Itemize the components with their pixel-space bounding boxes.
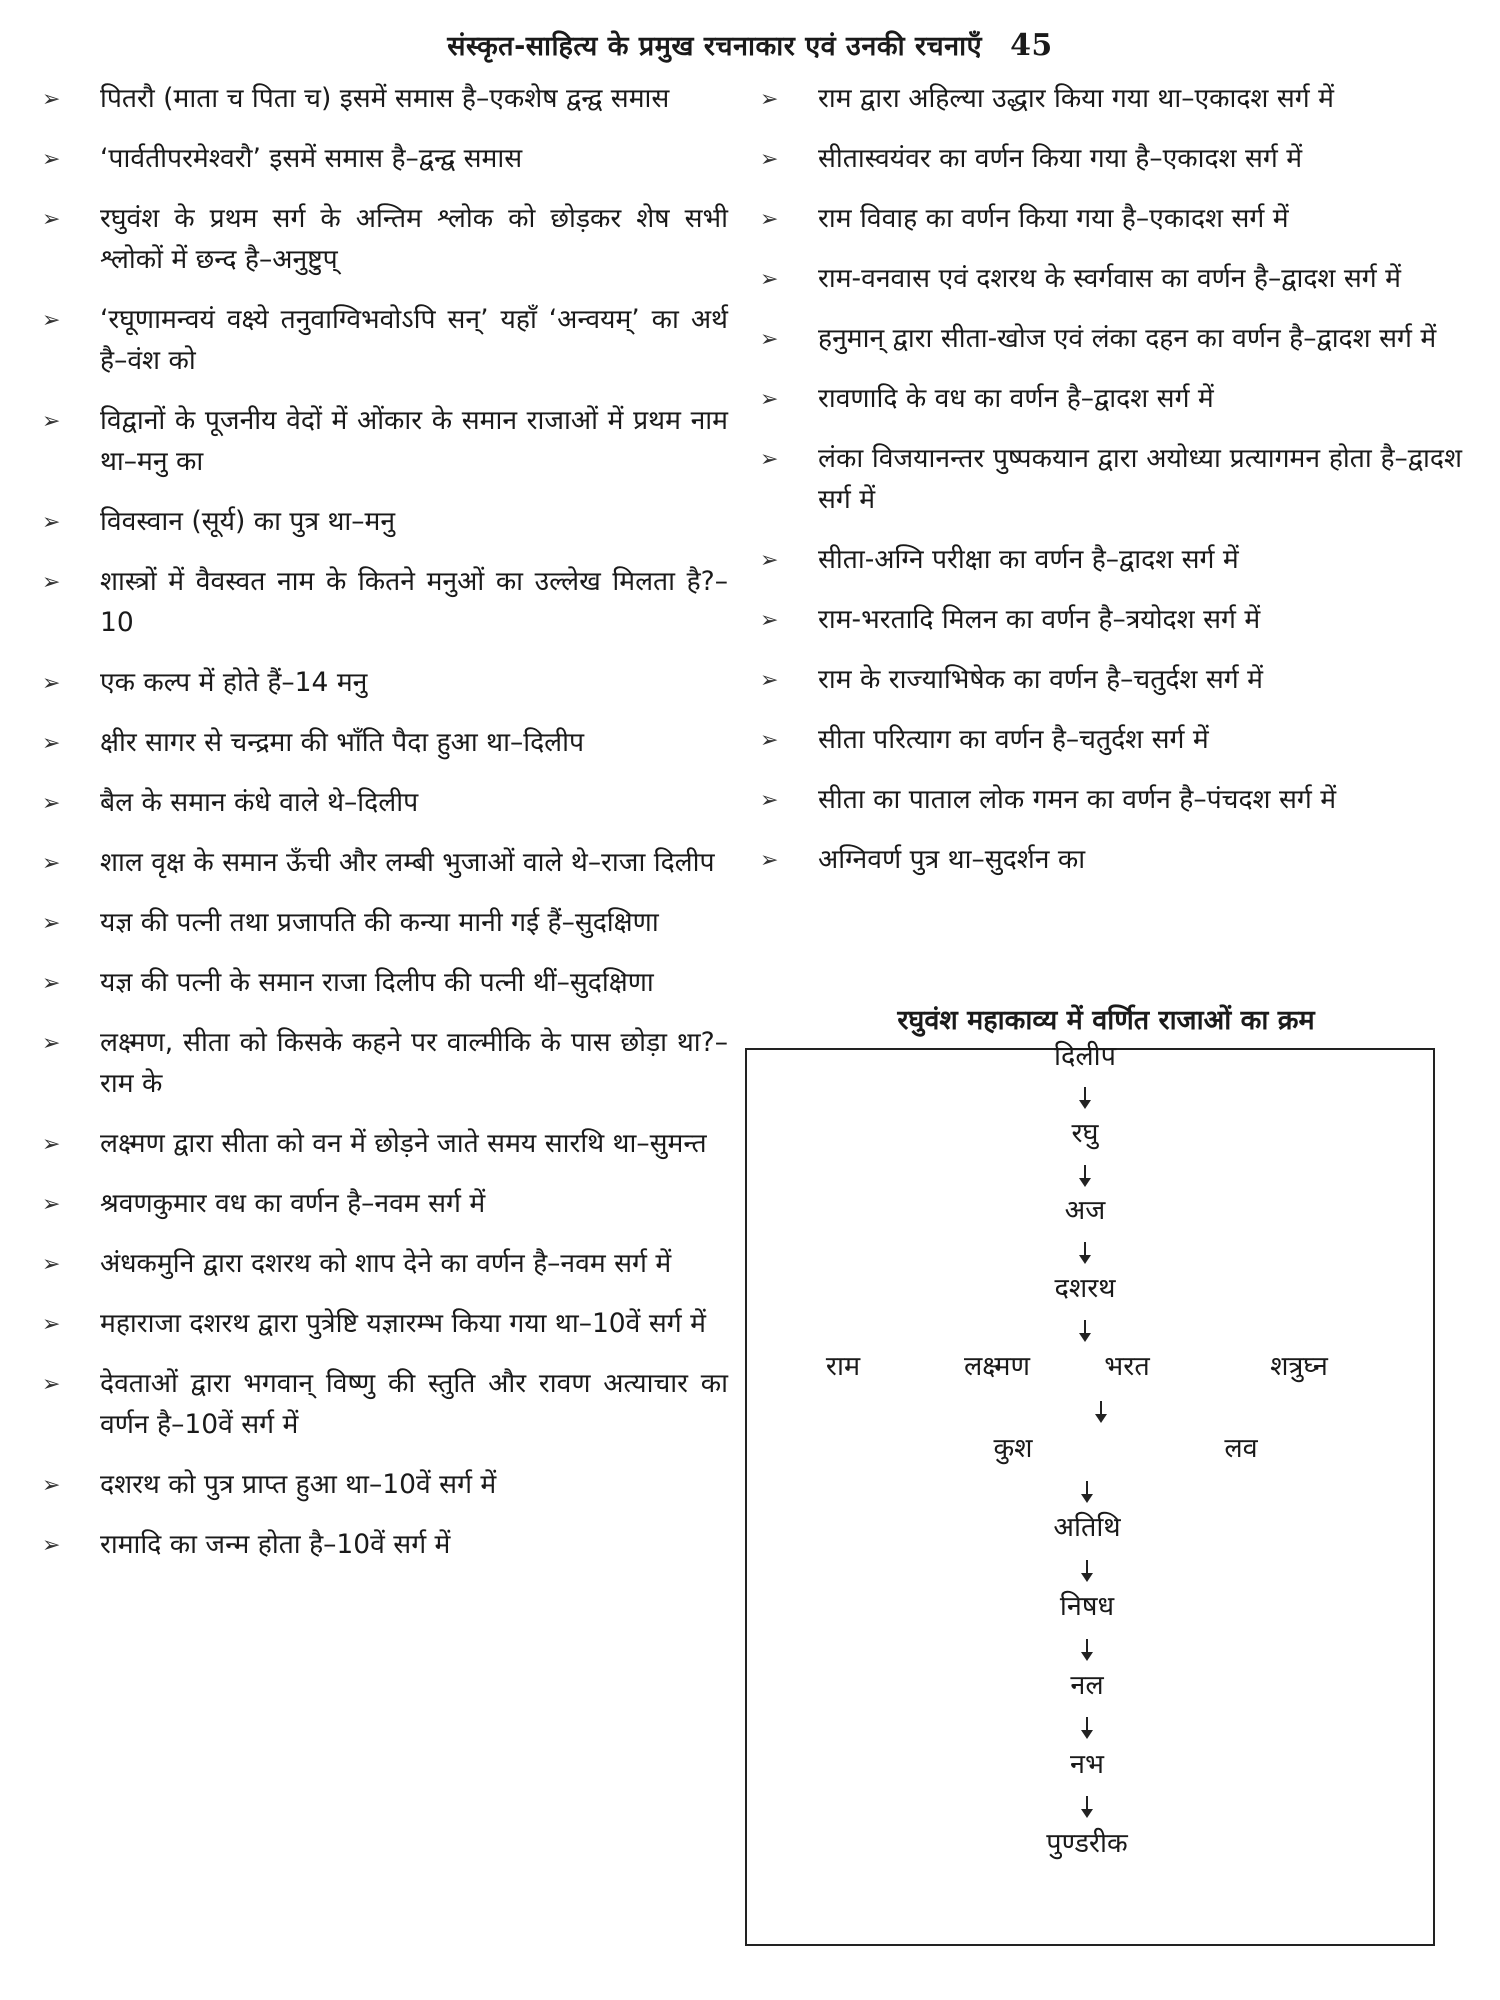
arrow-bullet-icon: ➢: [42, 147, 61, 172]
list-item-text: अग्निवर्ण पुत्र था–सुदर्शन का: [818, 844, 1086, 875]
list-item-text: अंधकमुनि द्वारा दशरथ को शाप देने का वर्णन है–नवम सर्ग में: [100, 1248, 672, 1279]
list-item-text: दशरथ को पुत्र प्राप्त हुआ था–10वें सर्ग में: [100, 1469, 497, 1500]
list-item-text: विवस्वान (सूर्य) का पुत्र था–मनु: [100, 506, 396, 537]
list-item: [756, 438, 1462, 520]
arrow-down-icon: [1076, 1164, 1094, 1188]
node-atithi: अतिथि: [1053, 1512, 1121, 1543]
list-item: [38, 299, 728, 381]
arrow-bullet-icon: ➢: [42, 1252, 61, 1277]
list-item-text: राम द्वारा अहिल्या उद्धार किया गया था–एकादश सर्ग में: [818, 83, 1334, 114]
node-dilip: दिलीप: [1054, 1041, 1116, 1072]
arrow-bullet-icon: ➢: [42, 308, 61, 333]
list-item: [38, 138, 728, 179]
list-item-text: राम के राज्याभिषेक का वर्णन है–चतुर्दश सर्ग में: [818, 664, 1263, 695]
list-item-text: राम-वनवास एवं दशरथ के स्वर्गवास का वर्णन है–द्वादश सर्ग में: [818, 263, 1401, 294]
node-ram: राम: [825, 1351, 861, 1382]
arrow-bullet-icon: ➢: [42, 1312, 61, 1337]
list-item-text: रघुवंश के प्रथम सर्ग के अन्तिम श्लोक को छोड़कर शेष सभी श्लोकों में छन्द है–अनुष्टुप्: [100, 203, 728, 275]
list-item: [38, 782, 728, 823]
list-item-text: बैल के समान कंधे वाले थे–दिलीप: [100, 787, 419, 818]
arrow-bullet-icon: ➢: [42, 1132, 61, 1157]
list-item: [38, 1363, 728, 1445]
list-item: [756, 539, 1462, 580]
list-item-text: शाल वृक्ष के समान ऊँची और लम्बी भुजाओं वाले थे–राजा दिलीप: [100, 847, 715, 878]
node-nabh: नभ: [1070, 1749, 1104, 1780]
arrow-down-icon: [1092, 1400, 1110, 1424]
list-item-text: रावणादि के वध का वर्णन है–द्वादश सर्ग में: [818, 383, 1214, 414]
arrow-down-icon: [1076, 1319, 1094, 1343]
list-item: [38, 198, 728, 280]
list-item: [38, 1464, 728, 1505]
list-item: [756, 659, 1462, 700]
arrow-bullet-icon: ➢: [42, 409, 61, 434]
arrow-bullet-icon: ➢: [760, 327, 779, 352]
list-item: [756, 318, 1462, 359]
list-item-text: श्रवणकुमार वध का वर्णन है–नवम सर्ग में: [100, 1188, 486, 1219]
arrow-bullet-icon: ➢: [42, 1533, 61, 1558]
arrow-bullet-icon: ➢: [760, 147, 779, 172]
arrow-down-icon: [1078, 1716, 1096, 1740]
list-item: [756, 839, 1462, 880]
node-bharat: भरत: [1104, 1351, 1150, 1382]
list-item: [38, 842, 728, 883]
list-item-text: विद्वानों के पूजनीय वेदों में ओंकार के समान राजाओं में प्रथम नाम था–मनु का: [100, 405, 728, 477]
arrow-bullet-icon: ➢: [42, 1372, 61, 1397]
list-item: [38, 1022, 728, 1104]
left-column: [38, 78, 728, 1584]
page-title: संस्कृत-साहित्य के प्रमुख रचनाकार एवं उनकी रचनाएँ: [447, 31, 983, 62]
list-item: [756, 78, 1462, 119]
arrow-bullet-icon: ➢: [42, 207, 61, 232]
list-item: [756, 258, 1462, 299]
arrow-bullet-icon: ➢: [42, 1192, 61, 1217]
page-number: 45: [1010, 28, 1053, 63]
arrow-bullet-icon: ➢: [760, 788, 779, 813]
page-header: [0, 26, 1500, 63]
arrow-bullet-icon: ➢: [42, 671, 61, 696]
list-item: [38, 962, 728, 1003]
list-item: [38, 902, 728, 943]
list-item: [38, 1123, 728, 1164]
right-column: [756, 78, 1462, 899]
arrow-bullet-icon: ➢: [42, 731, 61, 756]
arrow-bullet-icon: ➢: [42, 87, 61, 112]
list-item: [756, 779, 1462, 820]
list-item-text: लक्ष्मण, सीता को किसके कहने पर वाल्मीकि के पास छोड़ा था?–राम के: [100, 1027, 728, 1099]
node-shatrughna: शत्रुघ्न: [1270, 1351, 1328, 1382]
arrow-bullet-icon: ➢: [760, 387, 779, 412]
list-item-text: सीतास्वयंवर का वर्णन किया गया है–एकादश सर्ग में: [818, 143, 1303, 174]
list-item: [38, 400, 728, 482]
arrow-bullet-icon: ➢: [42, 510, 61, 535]
arrow-bullet-icon: ➢: [42, 791, 61, 816]
list-item-text: पितरौ (माता च पिता च) इसमें समास है–एकशेष द्वन्द्व समास: [100, 83, 670, 114]
list-item: [38, 78, 728, 119]
list-item: [38, 662, 728, 703]
arrow-bullet-icon: ➢: [760, 668, 779, 693]
list-item: [38, 1303, 728, 1344]
node-lakshman: लक्ष्मण: [964, 1351, 1030, 1382]
arrow-down-icon: [1076, 1241, 1094, 1265]
list-item-text: यज्ञ की पत्नी तथा प्रजापति की कन्या मानी गई हैं–सुदक्षिणा: [100, 907, 659, 938]
node-nishadh: निषध: [1059, 1591, 1115, 1622]
list-item: [756, 198, 1462, 239]
lineage-chart: [745, 1041, 1435, 1946]
node-aj: अज: [1064, 1195, 1106, 1226]
list-item-text: लंका विजयानन्तर पुष्पकयान द्वारा अयोध्या प्रत्यागमन होता है–द्वादश सर्ग में: [818, 443, 1462, 515]
list-item-text: राम-भरतादि मिलन का वर्णन है–त्रयोदश सर्ग में: [818, 604, 1261, 635]
list-item-text: ‘रघूणामन्वयं वक्ष्ये तनुवाग्विभवोऽपि सन्’ यहाँ ‘अन्वयम्’ का अर्थ है–वंश को: [100, 304, 728, 376]
list-item-text: यज्ञ की पत्नी के समान राजा दिलीप की पत्नी थीं–सुदक्षिणा: [100, 967, 654, 998]
arrow-bullet-icon: ➢: [760, 267, 779, 292]
arrow-down-icon: [1078, 1480, 1096, 1504]
list-item-text: लक्ष्मण द्वारा सीता को वन में छोड़ने जाते समय सारथि था–सुमन्त: [100, 1128, 707, 1159]
arrow-bullet-icon: ➢: [760, 608, 779, 633]
arrow-bullet-icon: ➢: [42, 570, 61, 595]
list-item: [756, 378, 1462, 419]
list-item: [38, 561, 728, 643]
arrow-bullet-icon: ➢: [760, 848, 779, 873]
arrow-bullet-icon: ➢: [760, 548, 779, 573]
list-item-text: ‘पार्वतीपरमेश्वरौ’ इसमें समास है–द्वन्द्व समास: [100, 143, 523, 174]
arrow-bullet-icon: ➢: [760, 207, 779, 232]
node-raghu: रघु: [1071, 1118, 1099, 1149]
list-item-text: सीता-अग्नि परीक्षा का वर्णन है–द्वादश सर्ग में: [818, 544, 1239, 575]
list-item: [38, 501, 728, 542]
arrow-bullet-icon: ➢: [42, 1473, 61, 1498]
list-item: [38, 722, 728, 763]
list-item-text: सीता परित्याग का वर्णन है–चतुर्दश सर्ग में: [818, 724, 1209, 755]
list-item: [38, 1183, 728, 1224]
list-item-text: देवताओं द्वारा भगवान् विष्णु की स्तुति और रावण अत्याचार का वर्णन है–10वें सर्ग में: [100, 1368, 728, 1440]
list-item-text: राम विवाह का वर्णन किया गया है–एकादश सर्ग में: [818, 203, 1289, 234]
list-item-text: हनुमान् द्वारा सीता-खोज एवं लंका दहन का वर्णन है–द्वादश सर्ग में: [818, 323, 1437, 354]
arrow-bullet-icon: ➢: [42, 1031, 61, 1056]
list-item: [756, 719, 1462, 760]
arrow-down-icon: [1078, 1638, 1096, 1662]
list-item: [38, 1524, 728, 1565]
list-item-text: रामादि का जन्म होता है–10वें सर्ग में: [100, 1529, 451, 1560]
list-item-text: क्षीर सागर से चन्द्रमा की भाँति पैदा हुआ था–दिलीप: [100, 727, 585, 758]
list-item-text: सीता का पाताल लोक गमन का वर्णन है–पंचदश सर्ग में: [818, 784, 1337, 815]
arrow-down-icon: [1076, 1086, 1094, 1110]
arrow-bullet-icon: ➢: [42, 971, 61, 996]
node-nal: नल: [1070, 1670, 1104, 1701]
arrow-down-icon: [1078, 1795, 1096, 1819]
node-lav: लव: [1224, 1433, 1258, 1464]
list-item-text: एक कल्प में होते हैं–14 मनु: [100, 667, 368, 698]
node-kush: कुश: [993, 1433, 1033, 1464]
list-item-text: महाराजा दशरथ द्वारा पुत्रेष्टि यज्ञारम्भ किया गया था–10वें सर्ग में: [100, 1308, 706, 1339]
list-item: [756, 599, 1462, 640]
arrow-bullet-icon: ➢: [760, 447, 779, 472]
lineage-title: रघुवंश महाकाव्य में वर्णित राजाओं का क्रम: [897, 1005, 1315, 1036]
list-item: [756, 138, 1462, 179]
arrow-down-icon: [1078, 1559, 1096, 1583]
arrow-bullet-icon: ➢: [42, 911, 61, 936]
node-dasharath: दशरथ: [1054, 1273, 1116, 1304]
list-item-text: शास्त्रों में वैवस्वत नाम के कितने मनुओं का उल्लेख मिलता है?–10: [100, 566, 728, 638]
node-pundarik: पुण्डरीक: [1046, 1828, 1128, 1859]
arrow-bullet-icon: ➢: [42, 851, 61, 876]
arrow-bullet-icon: ➢: [760, 87, 779, 112]
arrow-bullet-icon: ➢: [760, 728, 779, 753]
list-item: [38, 1243, 728, 1284]
